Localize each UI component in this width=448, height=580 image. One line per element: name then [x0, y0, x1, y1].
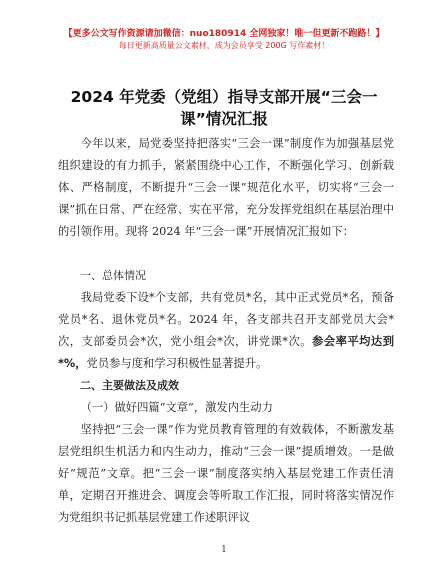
measures-paragraph: 坚持把“三会一课”作为党员教育管理的有效载体，不断激发基层党组织生机活力和内生动力，推动“三会一课”提质增效。一是做好“规范”文章。把“三会一课”制度落实纳入基层党建工作责任清单，定期召开推进会、调度会等听取工作汇报，同时将落实情况作为党组织书记抓基层党建工作述职评议 — [58, 423, 394, 524]
promo-banner-line1: 【更多公文写作资源请加微信：nuo180914 全网独家！唯一但更新不跑路！】 — [63, 29, 385, 39]
subsection-heading: （一）做好四篇“文章”，激发内生动力 — [80, 401, 273, 414]
section-heading-measures: 二、主要做法及成效 — [80, 379, 179, 392]
intro-paragraph: 今年以来，局党委坚持把落实“三会一课”制度作为加强基层党组织建设的有力抓手，紧紧围绕中心工作，不断强化学习、创新载体、严格制度，不断提升“三会一课”规范化水平，切实将“三会一课”抓在日常、严在经常、实在平常，充分发挥党组织在基层治理中的引领作用。现将 2024 年“三会一课”开展情况汇报如下： — [58, 137, 394, 238]
document-title: 2024 年党委（党组）指导支部开展“三会一课”情况汇报 — [70, 88, 378, 128]
promo-banner — [0, 28, 448, 52]
attendance-rate-text: 参会率平均达到*%， — [58, 335, 394, 370]
intro-block — [58, 133, 394, 243]
overview-paragraph — [58, 287, 394, 375]
page-number: 1 — [221, 545, 227, 555]
subsection-block — [58, 397, 394, 419]
measures-block — [58, 419, 394, 529]
overview-block — [58, 287, 394, 375]
section-measures — [58, 375, 394, 397]
section-heading-overview: 一、总体情况 — [80, 269, 146, 282]
overview-text-a: 我局党委下设*个支部，共有党员*名，其中正式党员*名，预备党员*名、退休党员*名。2024 年，各支部共召开支部党员大会*次，支部委员会*次，党小组会*次，讲党课*次。 — [58, 291, 394, 348]
section-overview — [58, 265, 394, 287]
overview-text-b: 党员参与度和学习积极性显著提升。 — [86, 357, 268, 370]
promo-banner-line2: 每日更新高质量公文素材，成为会员享受 200G 写作素材！ — [118, 41, 330, 50]
